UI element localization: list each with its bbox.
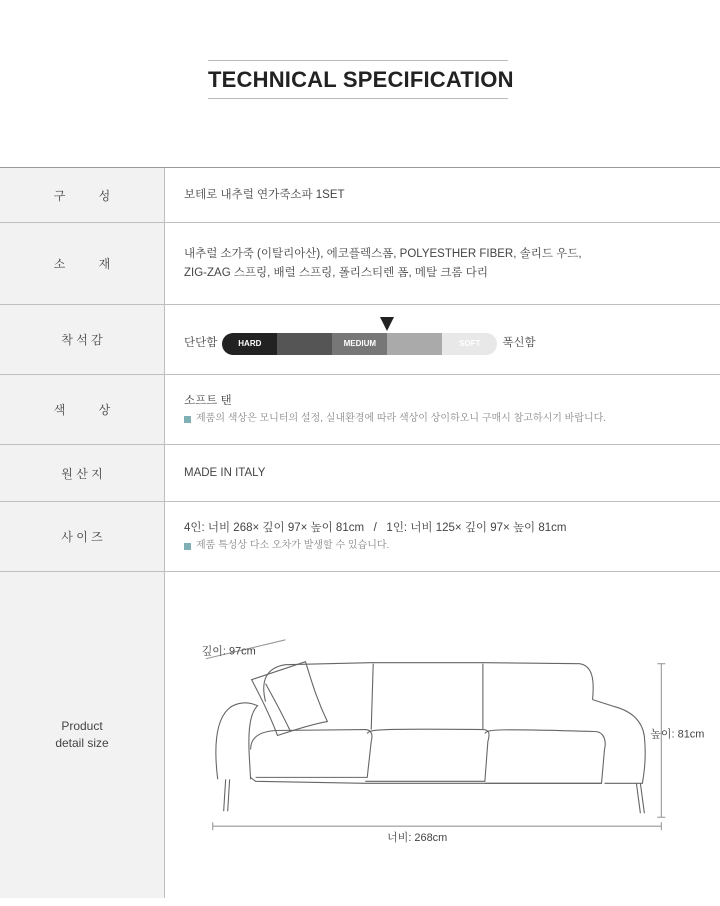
page-title: TECHNICAL SPECIFICATION — [208, 67, 514, 92]
row-value — [165, 502, 720, 571]
row-label — [0, 168, 165, 222]
firmness-soft-text: 푹신함 — [502, 337, 536, 349]
firmness-bar — [222, 333, 497, 355]
height-dimension-label: 높이: 81cm — [650, 728, 705, 741]
size-value: 4인: 너비 268× 깊이 97× 높이 81cm / 1인: 너비 125× 깊이 97× 높이 81cm — [184, 522, 567, 534]
color-note-text: 제품의 색상은 모니터의 설정, 실내환경에 따라 색상이 상이하오니 구매시 참고하시기 바랍니다. — [196, 413, 607, 424]
row-label — [0, 445, 165, 501]
row-label — [0, 305, 165, 374]
composition-label: 구 성 — [53, 188, 111, 203]
width-dimension-label: 너비: 268cm — [387, 832, 448, 845]
detail-label-line-1: Product — [61, 719, 103, 733]
note-square-icon — [184, 543, 191, 550]
spec-row-origin — [0, 445, 720, 502]
row-value — [165, 223, 720, 304]
firmness-label: 착 석 감 — [61, 333, 103, 347]
spec-row-detail — [0, 572, 720, 898]
row-value — [165, 572, 720, 898]
color-note — [184, 411, 720, 427]
size-label: 사 이 즈 — [61, 530, 103, 544]
title-rule-bottom — [208, 98, 508, 99]
color-value: 소프트 탠 — [184, 395, 232, 407]
firmness-hard-text: 단단함 — [184, 337, 218, 349]
material-line-1: 내추럴 소가죽 (이탈리아산), 에코플렉스폼, POLYESTHER FIBER, 솔리드 우드, — [184, 247, 582, 260]
detail-label-line-2: detail size — [55, 736, 109, 750]
row-value — [165, 445, 720, 501]
material-label: 소 재 — [53, 257, 111, 271]
row-label — [0, 223, 165, 304]
row-label — [0, 375, 165, 444]
firmness-marker-arrow — [380, 317, 394, 331]
firmness-level-2 — [277, 333, 332, 355]
row-value — [165, 375, 720, 444]
color-label: 색 상 — [53, 403, 111, 417]
row-value — [165, 305, 720, 374]
spec-row-composition — [0, 168, 720, 223]
firmness-level-medium: MEDIUM — [332, 333, 387, 355]
sofa-drawing — [165, 572, 720, 897]
spec-row-size — [0, 502, 720, 572]
origin-label: 원 산 지 — [61, 466, 103, 481]
row-label — [0, 572, 165, 898]
title-block — [208, 60, 514, 99]
firmness-level-4 — [387, 333, 442, 355]
composition-value: 보테로 내추럴 연가죽소파 1SET — [184, 188, 345, 201]
firmness-level-hard: HARD — [222, 333, 277, 355]
size-note-text: 제품 특성상 다소 오차가 발생할 수 있습니다. — [196, 540, 390, 551]
size-note — [184, 538, 720, 554]
origin-value: MADE IN ITALY — [184, 466, 266, 479]
depth-dimension-label: 깊이: 97cm — [201, 645, 256, 658]
spec-table — [0, 167, 720, 898]
row-value — [165, 168, 720, 222]
spec-row-firmness — [0, 305, 720, 375]
row-label — [0, 502, 165, 571]
spec-row-material — [0, 223, 720, 305]
material-line-2: ZIG-ZAG 스프링, 배럴 스프링, 폴리스티렌 폼, 메탈 크롬 다리 — [184, 266, 488, 279]
spec-row-color — [0, 375, 720, 445]
note-square-icon — [184, 416, 191, 423]
firmness-scale — [184, 333, 720, 355]
firmness-level-soft: SOFT — [442, 333, 497, 355]
